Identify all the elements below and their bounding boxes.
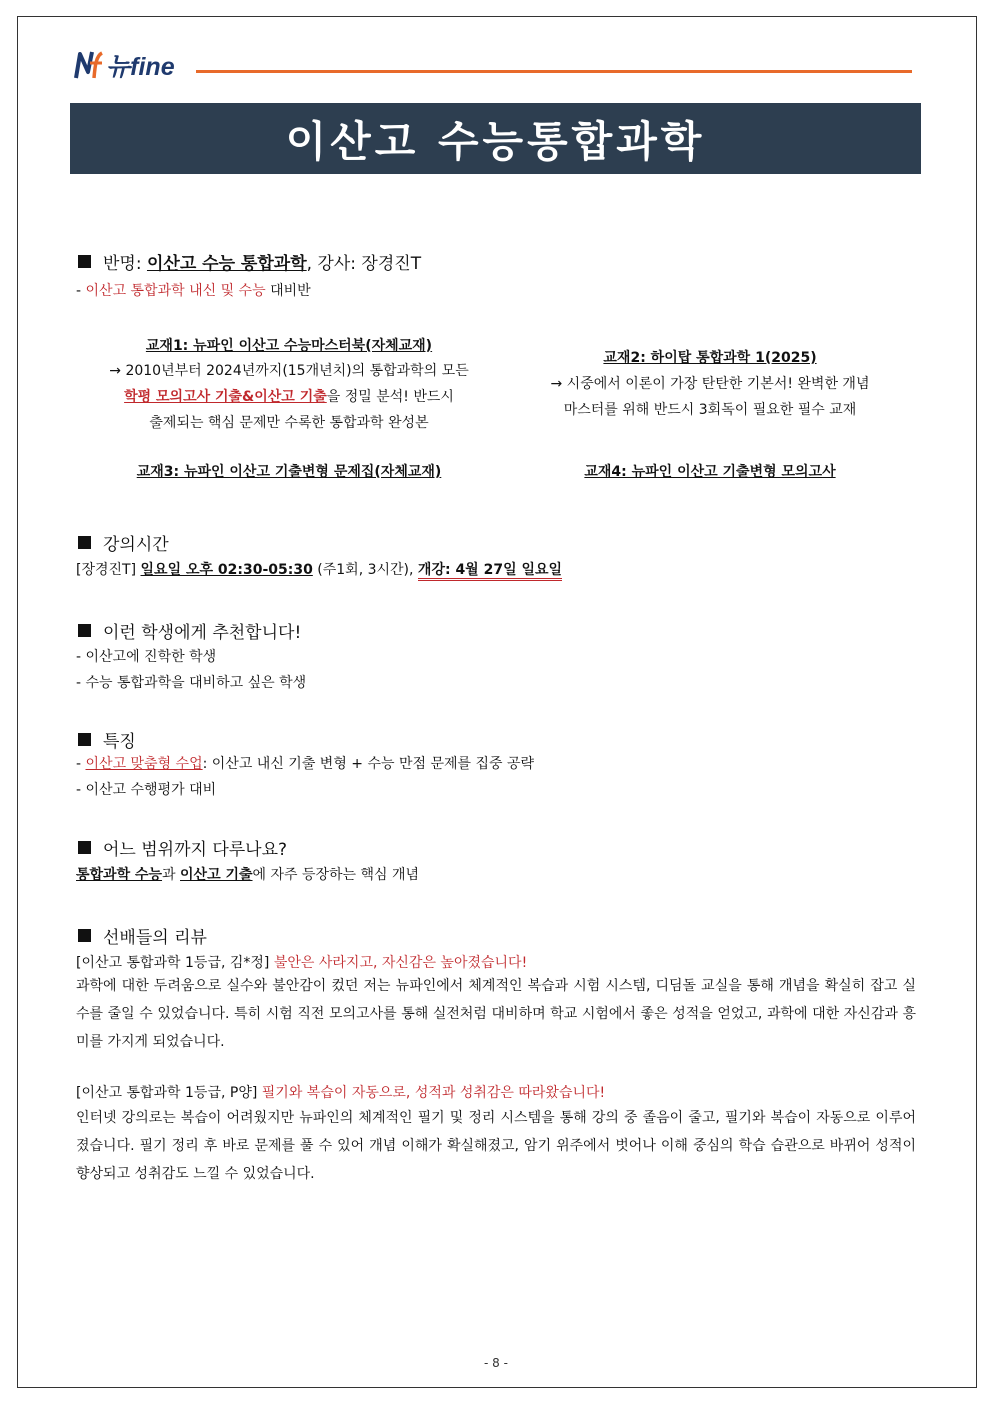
logo-text: 뉴fine: [106, 53, 175, 81]
review-1-body: 과학에 대한 두려움으로 실수와 불안감이 컸던 저는 뉴파인에서 체계적인 복습과 시험 시스템, 디딤돌 교실을 통해 개념을 확실히 잡고 실수를 줄일 수 있었습니다. 특히 시험 직전 모의고사를 통해 실전처럼 대비하며 학교 시험에서 좋은 성적을 얻었고, 과학에 대한 자신감과 흥미를 가지게 되었습니다.: [76, 978, 916, 1050]
textbook-2-line1: → 시중에서 이론이 가장 탄탄한 기본서! 완벽한 개념: [550, 376, 870, 392]
schedule-frequency: (주1회, 3시간),: [317, 562, 414, 578]
instructor-name: 장경진T: [361, 254, 422, 274]
schedule-teacher: [장경진T]: [76, 562, 137, 578]
textbook-2-title: 교재2: 하이탑 통합과학 1(2025): [603, 350, 817, 366]
review-2-title: 필기와 복습이 자동으로, 성적과 성취감은 따라왔습니다!: [261, 1085, 606, 1101]
textbook-1-line2: 학평 모의고사 기출&이산고 기출을 정밀 분석! 반드시: [124, 389, 454, 405]
recommend-item: - 수능 통합과학을 대비하고 싶은 학생: [76, 675, 307, 691]
bullet-square-icon: [78, 624, 91, 637]
header-divider: [196, 70, 912, 73]
textbook-1-title: 교재1: 뉴파인 이산고 수능마스터북(자체교재): [145, 338, 433, 354]
features-heading: 특징: [78, 727, 136, 752]
recommend-heading: 이런 학생에게 추천합니다!: [78, 618, 301, 643]
textbook-1-line1: → 2010년부터 2024년까지(15개년치)의 통합과학의 모든: [109, 363, 469, 379]
review-2-header: [76, 1084, 605, 1102]
textbook-1-highlight: 학평 모의고사 기출&이산고 기출: [124, 389, 327, 405]
class-label: 반명:: [103, 254, 142, 274]
scope-heading: 어느 범위까지 다루나요?: [78, 835, 287, 860]
class-name: 이산고 수능 통합과학: [146, 254, 307, 274]
schedule-time: 일요일 오후 02:30-05:30: [140, 562, 313, 578]
schedule-start-date: 개강: 4월 27일 일요일: [418, 562, 562, 581]
class-info-heading: [78, 249, 421, 274]
review-1-tag: [이산고 통합과학 1등급, 김*정]: [76, 955, 270, 971]
bullet-square-icon: [78, 733, 91, 746]
brand-logo: [74, 48, 175, 82]
feature-item: - 이산고 맞춤형 수업: 이산고 내신 기출 변형 + 수능 만점 문제를 집중 공략: [76, 756, 535, 772]
feature-item: - 이산고 수행평가 대비: [76, 782, 217, 798]
textbook-3-title: 교재3: 뉴파인 이산고 기출변형 문제집(자체교재): [136, 464, 442, 480]
nf-logo-icon: [74, 48, 104, 82]
bullet-square-icon: [78, 536, 91, 549]
textbook-1-line3: 출제되는 핵심 문제만 수록한 통합과학 완성본: [149, 415, 429, 431]
bullet-square-icon: [78, 841, 91, 854]
review-1-title: 불안은 사라지고, 자신감은 높아졌습니다!: [273, 955, 528, 971]
review-2-body: 인터넷 강의로는 복습이 어려웠지만 뉴파인의 체계적인 필기 및 정리 시스템을 통해 강의 중 졸음이 줄고, 필기와 복습이 자동으로 이루어졌습니다. 필기 정리 후 바로 문제를 풀 수 있어 개념 이해가 확실해졌고, 암기 위주에서 벗어나 이해 중심의 학습 습관으로 바뀌어 성적이 향상되고 성취감도 느낄 수 있었습니다.: [76, 1110, 916, 1182]
bullet-square-icon: [78, 255, 91, 268]
review-2-tag: [이산고 통합과학 1등급, P양]: [76, 1085, 258, 1101]
title-banner: [70, 103, 921, 174]
schedule-heading: 강의시간: [78, 530, 169, 555]
class-subtitle: - 이산고 통합과학 내신 및 수능 대비반: [76, 283, 311, 299]
instructor-label: , 강사:: [306, 254, 357, 274]
bullet-square-icon: [78, 929, 91, 942]
textbook-4-title: 교재4: 뉴파인 이산고 기출변형 모의고사: [584, 464, 836, 480]
textbook-2-line2: 마스터를 위해 반드시 3회독이 필요한 필수 교재: [563, 402, 857, 418]
reviews-heading: 선배들의 리뷰: [78, 923, 207, 948]
page-number: - 8 -: [484, 1356, 508, 1370]
review-1-header: [76, 954, 527, 972]
recommend-item: - 이산고에 진학한 학생: [76, 649, 217, 665]
scope-text: 통합과학 수능과 이산고 기출에 자주 등장하는 핵심 개념: [76, 867, 420, 883]
feature-highlight: 이산고 맞춤형 수업: [85, 756, 203, 772]
subtitle-highlight: 이산고 통합과학 내신 및 수능: [85, 283, 266, 299]
schedule-line: [76, 561, 562, 579]
page-title: 이산고 수능통합과학: [285, 116, 706, 166]
